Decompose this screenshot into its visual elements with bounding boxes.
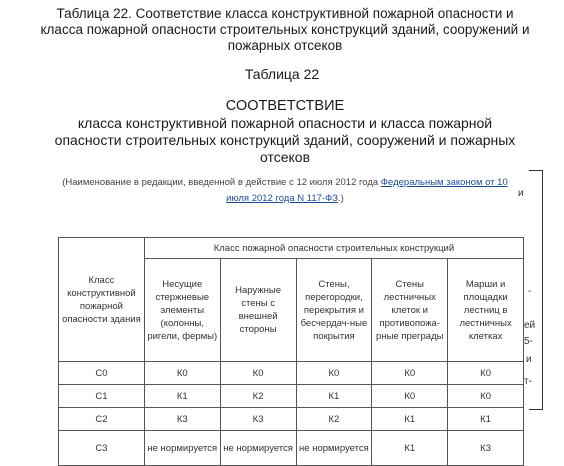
value-cell: К1 [372,408,448,431]
class-cell: С3 [59,431,145,466]
value-cell: не нормируется [220,431,296,466]
value-cell: К0 [448,362,524,385]
page-caption: Таблица 22. Соответствие класса конструктивной пожарной опасности и класса пожарной опасности строительных конструкций зданий, сооружений и пожарных отсеков [40,6,530,53]
value-cell: К0 [296,362,372,385]
column-header: Наружные стены с внешней стороны [220,259,296,362]
table-heading [50,98,520,166]
value-cell: К3 [448,431,524,466]
value-cell: К1 [144,385,220,408]
class-cell: С1 [59,385,145,408]
column-header: Стены лестничных клеток и противопожа-рные преграды [372,259,448,362]
fire-hazard-table [58,237,524,466]
side-fragment: - [528,286,532,297]
value-cell: К3 [220,408,296,431]
value-cell: К0 [372,385,448,408]
value-cell: К0 [372,362,448,385]
column-header: Стены, перегородки, перекрытия и бесчердач-ные покрытия [296,259,372,362]
value-cell: не нормируется [296,431,372,466]
table-row [59,385,524,408]
value-cell: К0 [220,362,296,385]
edition-note [50,175,520,207]
heading-title: СООТВЕТСТВИЕ [225,98,345,114]
value-cell: К3 [144,408,220,431]
first-col-header: Класс конструктивной пожарной опасности здания [59,238,145,362]
value-cell: К0 [144,362,220,385]
column-header: Марши и площадки лестниц в лестничных клетках [448,259,524,362]
value-cell: К0 [448,385,524,408]
table-row [59,362,524,385]
table-label: Таблица 22 [244,66,320,82]
value-cell: не нормируется [144,431,220,466]
class-cell: С2 [59,408,145,431]
heading-body: класса конструктивной пожарной опасности и класса пожарной опасности строительных конструкций зданий, сооружений и пожарных отсеков [54,115,516,165]
side-fragment: ей [524,320,536,331]
note-prefix: (Наименование в редакции, введенной в действие с 12 июля 2012 года [62,177,381,188]
value-cell: К2 [220,385,296,408]
value-cell: К1 [448,408,524,431]
side-fragment: и [518,188,524,199]
note-suffix: .) [338,193,344,204]
class-cell: С0 [59,362,145,385]
column-header: Несущие стержневые элементы (колонны, ригели, фермы) [144,259,220,362]
side-fragment: 5- [524,336,533,347]
frame-corner-top [529,170,543,171]
value-cell: К1 [372,431,448,466]
value-cell: К1 [296,385,372,408]
table-row [59,431,524,466]
group-header: Класс пожарной опасности строительных конструкций [144,238,523,259]
side-fragment: т- [524,376,532,387]
federal-law-link[interactable]: Федеральным законом от 10 июля 2012 года N 117-ФЗ [226,177,508,204]
side-fragment: и [526,354,532,365]
value-cell: К2 [296,408,372,431]
table-row [59,408,524,431]
frame-corner-bottom [529,409,543,410]
